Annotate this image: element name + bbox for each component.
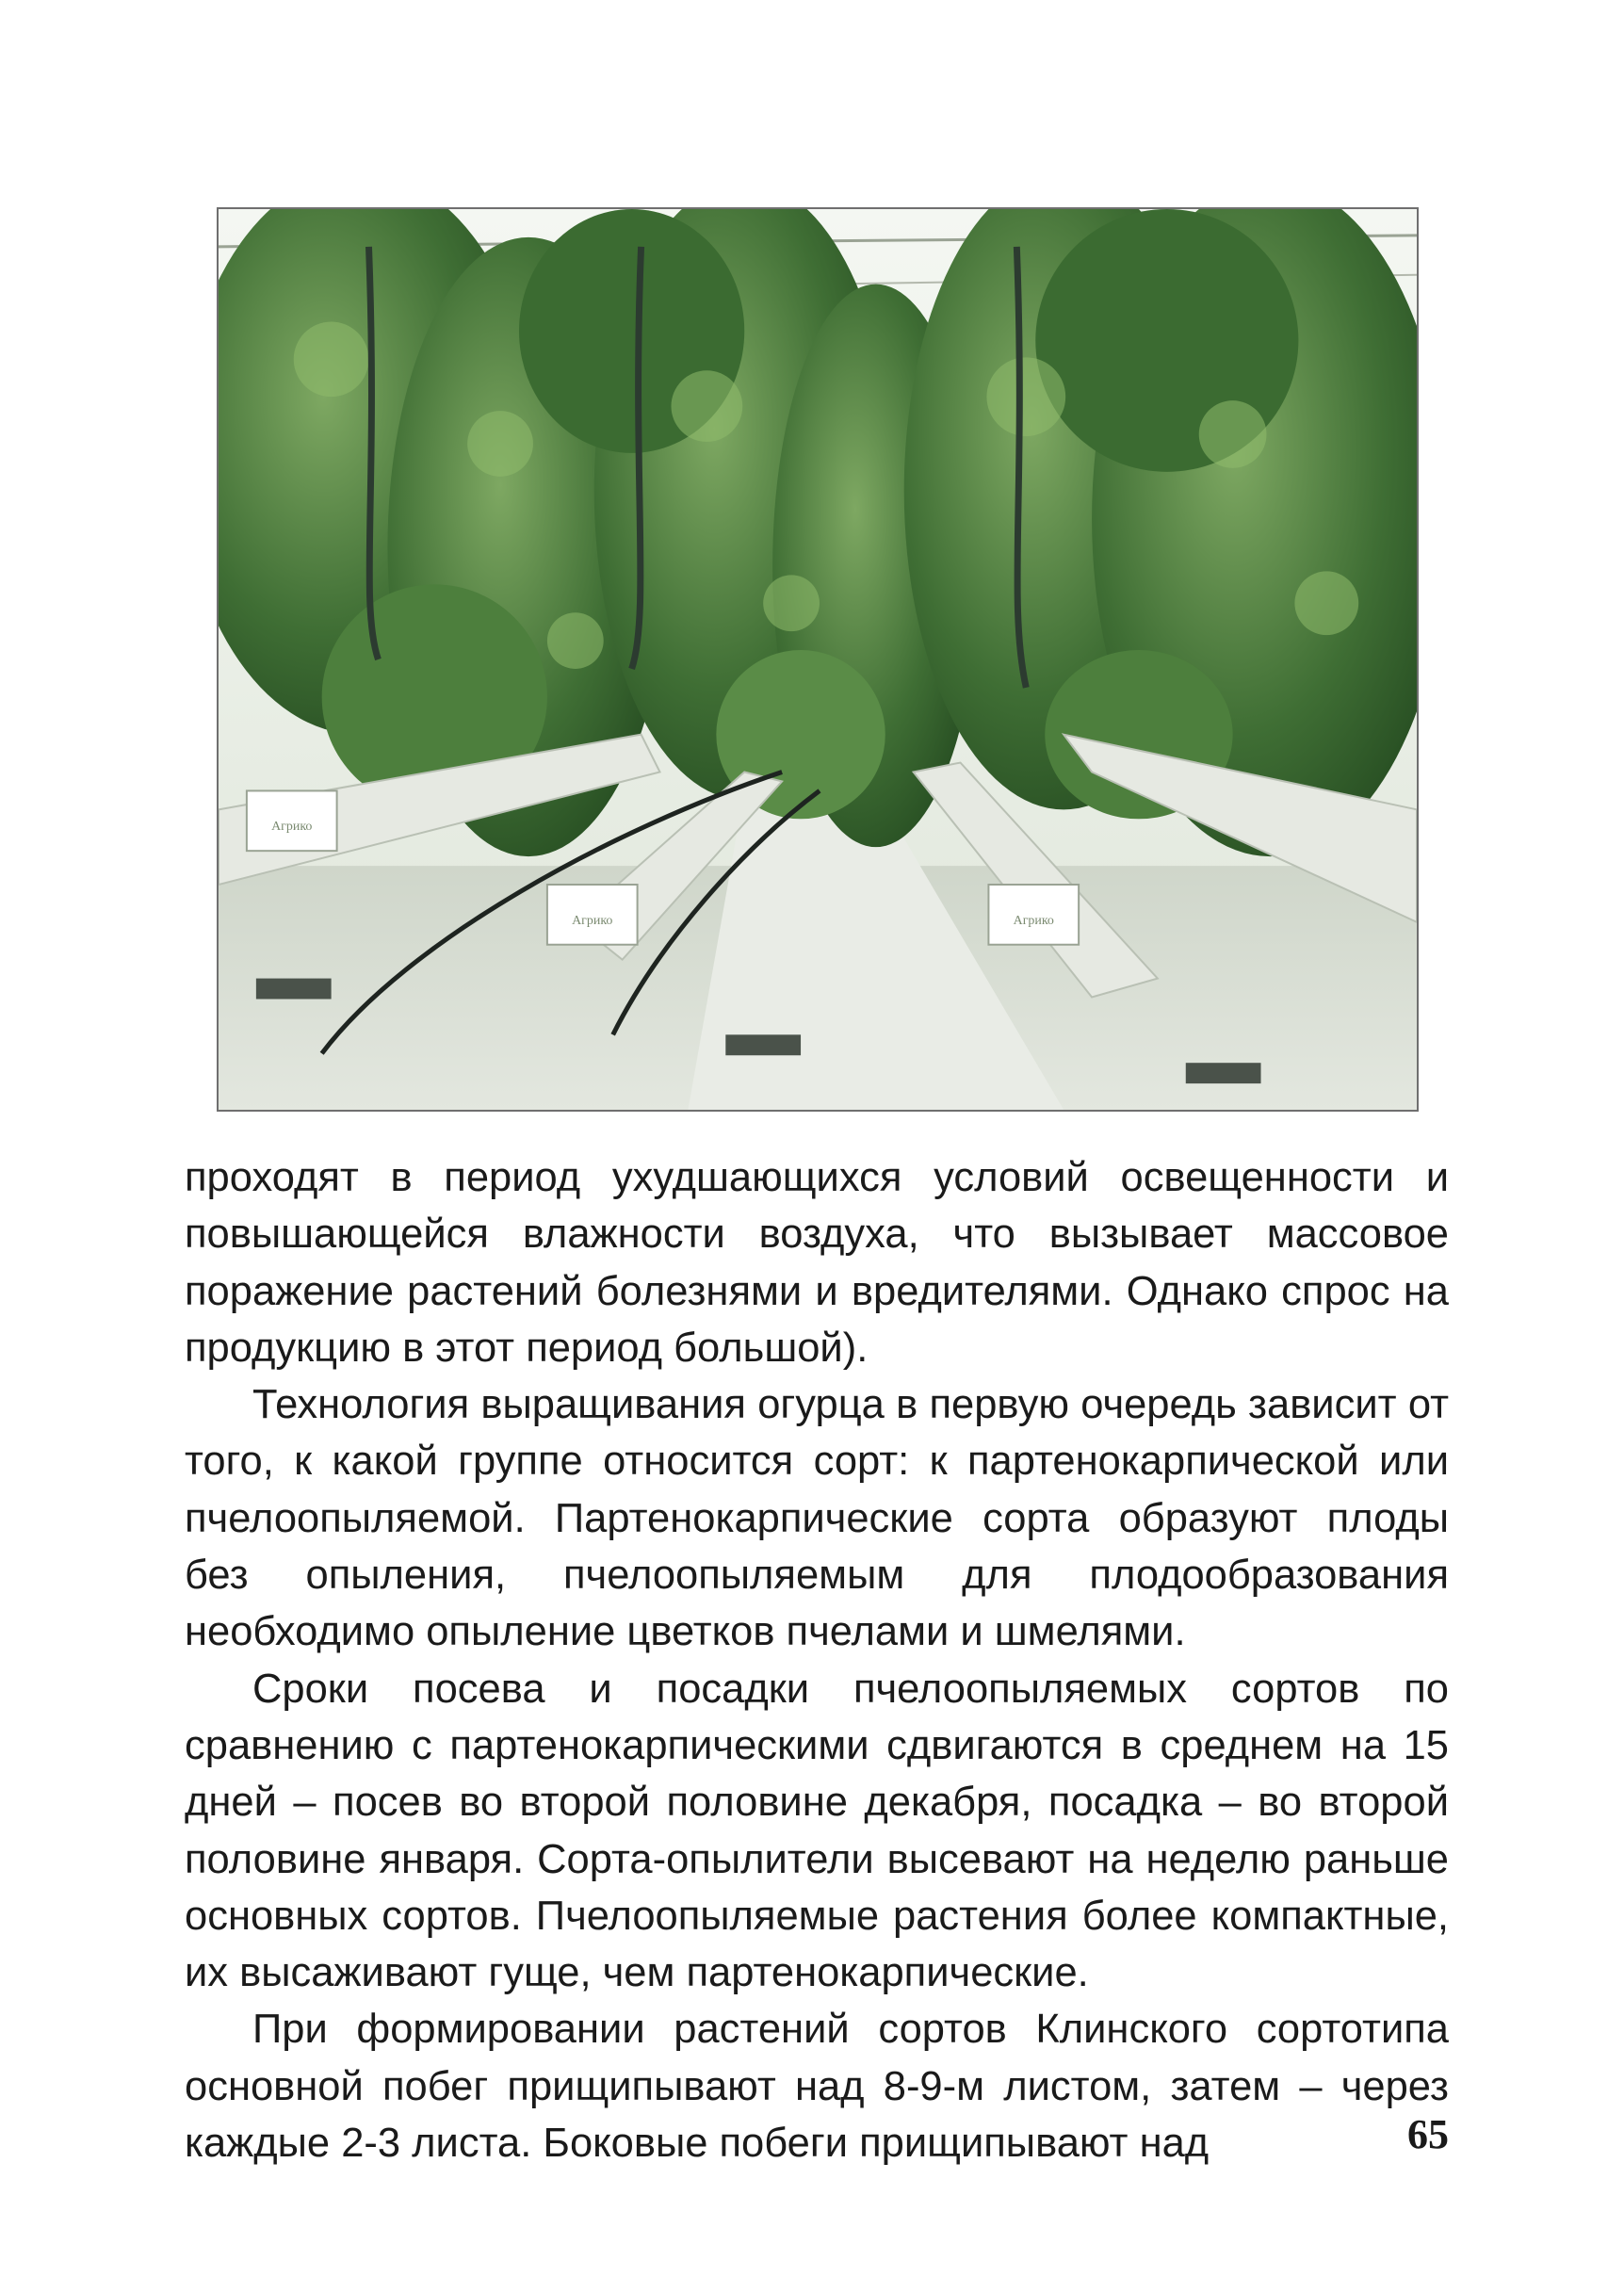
- page-number: 65: [1407, 2111, 1449, 2157]
- greenhouse-photo-image: [219, 209, 1417, 1110]
- paragraph-3: Сроки посева и посадки пчелоопыляемых сортов по сравнению с партенокарпическими сдвигаются в среднем на 15 дней – посев во второй половине декабря, посадка – во второй половине января. Сорта-опылители высевают на неделю раньше основных сортов. Пчелоопыляемые растения более компактные, их высаживают гуще, чем партенокарпические.: [185, 1666, 1449, 1996]
- paragraph-1: проходят в период ухудшающихся условий освещенности и повышающейся влажности воздуха, что вызывает массовое поражение растений болезнями и вредителями. Однако спрос на продукцию в этот период большой).: [185, 1155, 1449, 1371]
- svg-text:Агрико: Агрико: [271, 820, 313, 835]
- body-text: [185, 1149, 1449, 2171]
- svg-text:Агрико: Агрико: [572, 913, 613, 928]
- svg-text:Агрико: Агрико: [1013, 913, 1054, 928]
- paragraph-2: Технология выращивания огурца в первую очередь зависит от того, к какой группе относится сорт: к партенокарпической или пчелоопыляемой. Партенокарпические сорта образуют плоды без опыления, пчелоопыляемым для плодообразования необходимо опыление цветков пчелами и шмелями.: [185, 1382, 1449, 1655]
- paragraph-4: При формировании растений сортов Клинского сортотипа основной побег прищипывают над 8-9-м листом, затем – через каждые 2-3 листа. Боковые побеги прищипывают над: [185, 2007, 1449, 2167]
- greenhouse-photo: [217, 207, 1419, 1112]
